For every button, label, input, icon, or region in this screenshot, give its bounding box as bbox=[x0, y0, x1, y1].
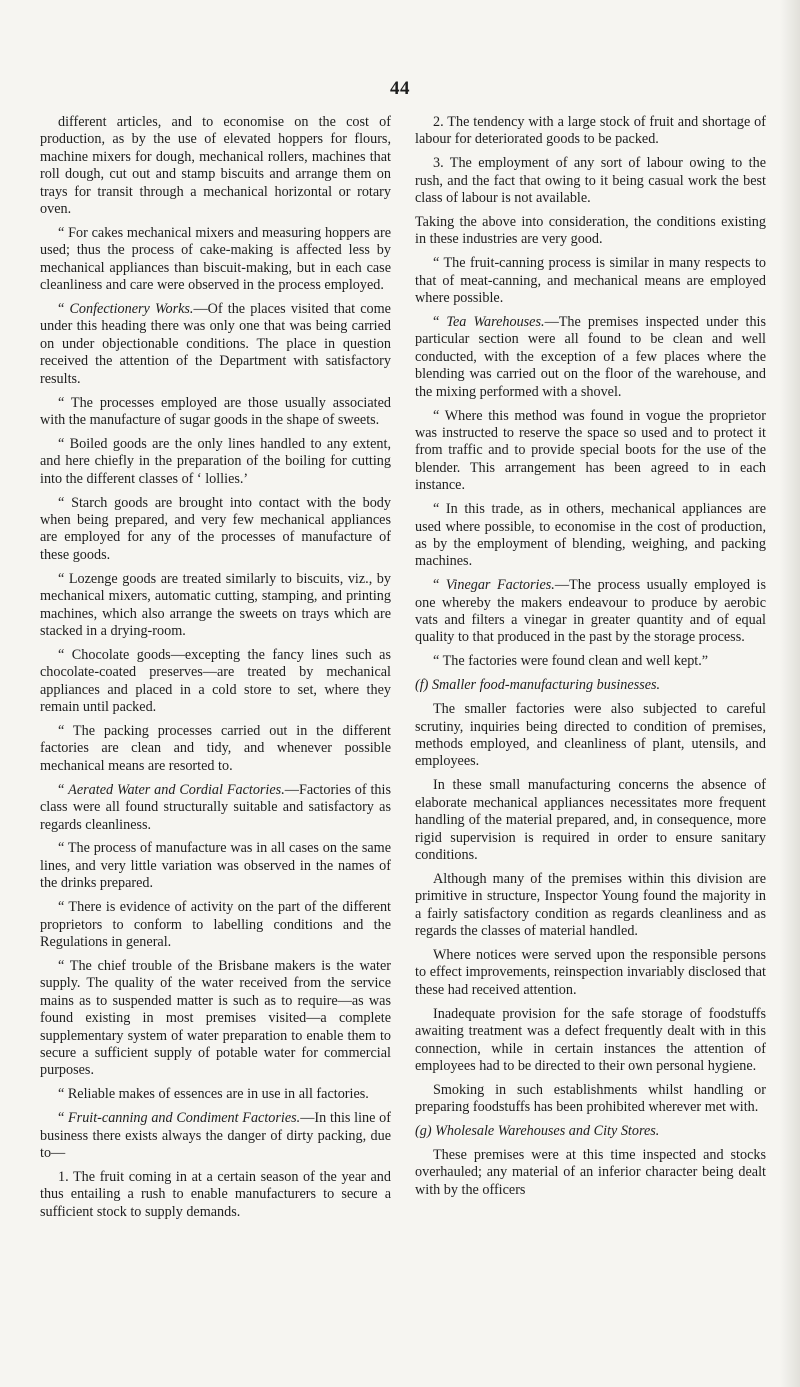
paragraph: “ The fruit-canning process is similar in many respects to that of meat-canning, and mechanical means are employed where possible. bbox=[415, 255, 766, 307]
paragraph: “ Fruit-canning and Condiment Factories.—In this line of business there exists always the danger of dirty packing, due to— bbox=[40, 1110, 391, 1161]
section-heading: Fruit-canning and Condiment Factories. bbox=[68, 1110, 301, 1127]
right-column bbox=[415, 114, 766, 1206]
paragraph: “ The packing processes carried out in the different factories are clean and tidy, and whenever possible mechanical means are resorted to. bbox=[40, 723, 391, 774]
section-heading: Tea Warehouses. bbox=[446, 314, 545, 331]
paragraph: The smaller factories were also subjected to careful scrutiny, inquiries being directed to condition of premises, methods employed, and cleanliness of plant, utensils, and employees. bbox=[415, 701, 766, 770]
paragraph: “ Reliable makes of essences are in use in all factories. bbox=[58, 1086, 369, 1103]
paragraph: Taking the above into consideration, the conditions existing in these industries are very good. bbox=[415, 214, 766, 248]
paragraph: “ Lozenge goods are treated similarly to biscuits, viz., by mechanical mixers, automatic cutting, stamping, and printing machines, which also arrange the sweets on trays which are stacked in a drying-room. bbox=[40, 570, 391, 639]
paragraph: “ Aerated Water and Cordial Factories.—Factories of this class were all found structurally suitable and satisfactory as regards cleanliness. bbox=[40, 781, 391, 833]
paragraph: Smoking in such establishments whilst handling or preparing foodstuffs has been prohibited wherever met with. bbox=[415, 1081, 766, 1116]
section-heading: (f) Smaller food-manufacturing businesses. bbox=[415, 677, 661, 694]
paragraph: “ For cakes mechanical mixers and measuring hoppers are used; thus the process of cake-making is affected less by mechanical appliances than biscuit-making, but in each case cleanliness and care were observed in the process employed. bbox=[40, 224, 391, 294]
paragraph: “ Vinegar Factories.—The process usually employed is one whereby the makers endeavour to produce by aerobic vats and filters a vinegar in greater quantity and of equal quality to that produced in the past by the storage process. bbox=[415, 577, 766, 646]
paragraph: “ Tea Warehouses.—The premises inspected under this particular section were all found to be clean and well conducted, with the exception of a few places where the blending was carried out on the floor of the warehouse, and the mixing performed with a shovel. bbox=[415, 314, 767, 400]
paragraph: “ Starch goods are brought into contact with the body when being prepared, and very few mechanical appliances are employed for any of the processes of manufacture of these goods. bbox=[40, 494, 391, 563]
numbered-item: 3. The employment of any sort of labour owing to the rush, and the fact that owing to it being casual work the best class of labour is not available. bbox=[415, 155, 766, 207]
section-heading: (g) Wholesale Warehouses and City Stores. bbox=[415, 1123, 660, 1140]
scan-edge-shadow bbox=[780, 0, 800, 1387]
paragraph: “ The process of manufacture was in all cases on the same lines, and very little variation was observed in the names of the drinks prepared. bbox=[40, 840, 391, 892]
numbered-item: 1. The fruit coming in at a certain season of the year and thus entailing a rush to enable manufacturers to secure a sufficient stock to supply demands. bbox=[40, 1168, 391, 1220]
paragraph: “ Chocolate goods—excepting the fancy lines such as chocolate-coated preserves—are treated by mechanical appliances and placed in a cold store to set, where they remain until packed. bbox=[40, 646, 391, 716]
paragraph: “ The chief trouble of the Brisbane makers is the water supply. The quality of the water received from the service mains as to suspended matter is such as to require—as was found existing in most premises visited—a complete supplementary system of water preparation to enable them to secure a sufficient supply of potable water for commercial purposes. bbox=[40, 957, 391, 1079]
paragraph: In these small manufacturing concerns the absence of elaborate mechanical appliances necessitates more frequent handling of the material prepared, and, in consequence, more rigid supervision is required in order to ensure sanitary conditions. bbox=[415, 777, 766, 863]
paragraph: “ There is evidence of activity on the part of the different proprietors to conform to labelling conditions and the Regulations in general. bbox=[40, 899, 391, 950]
page-number: 44 bbox=[390, 78, 410, 99]
paragraph: different articles, and to economise on the cost of production, as by the use of elevated hoppers for flours, machine mixers for dough, mechanical rollers, machines that roll dough, cut out and stamp biscuits and arrange them on trays for transit through a mechanical horizontal or rotary oven. bbox=[40, 114, 391, 218]
paragraph: These premises were at this time inspected and stocks overhauled; any material of an inferior character being dealt with by the officers bbox=[415, 1147, 766, 1198]
paragraph: “ In this trade, as in others, mechanical appliances are used where possible, to economise in the cost of production, as by the employment of blending, weighing, and packing machines. bbox=[415, 501, 766, 570]
left-column bbox=[40, 114, 391, 1228]
paragraph: Inadequate provision for the safe storage of foodstuffs awaiting treatment was a defect frequently dealt with in this connection, while in certain instances the attention of employees had to be directed to their own personal hygiene. bbox=[415, 1005, 766, 1074]
section-heading: Confectionery Works. bbox=[69, 301, 194, 318]
section-heading: Aerated Water and Cordial Factories. bbox=[68, 781, 285, 798]
paragraph: “ The processes employed are those usually associated with the manufacture of sugar goods in the shape of sweets. bbox=[40, 394, 391, 428]
paragraph: “ The factories were found clean and well kept.” bbox=[433, 653, 709, 670]
paragraph: Although many of the premises within this division are primitive in structure, Inspector Young found the majority in a fairly satisfactory condition as regards cleanliness and as regards the classes of material handled. bbox=[415, 870, 766, 940]
paragraph: “ Confectionery Works.—Of the places visited that come under this heading there was only one that was being carried on under objectionable conditions. The place in question received the attention of the Department with satisfactory results. bbox=[40, 301, 391, 387]
paragraph: Where notices were served upon the responsible persons to effect improvements, reinspection invariably disclosed that these had received attention. bbox=[415, 946, 766, 998]
paragraph: “ Boiled goods are the only lines handled to any extent, and here chiefly in the preparation of the boiling for cutting into the different classes of ‘ lollies.’ bbox=[40, 435, 391, 487]
paragraph: “ Where this method was found in vogue the proprietor was instructed to reserve the space so used and to protect it from traffic and to provide special boots for the use of the blender. This arrangement has been agreed to in each instance. bbox=[415, 407, 766, 494]
section-heading: Vinegar Factories. bbox=[445, 577, 555, 594]
numbered-item: 2. The tendency with a large stock of fruit and shortage of labour for deteriorated goods to be packed. bbox=[415, 114, 766, 148]
